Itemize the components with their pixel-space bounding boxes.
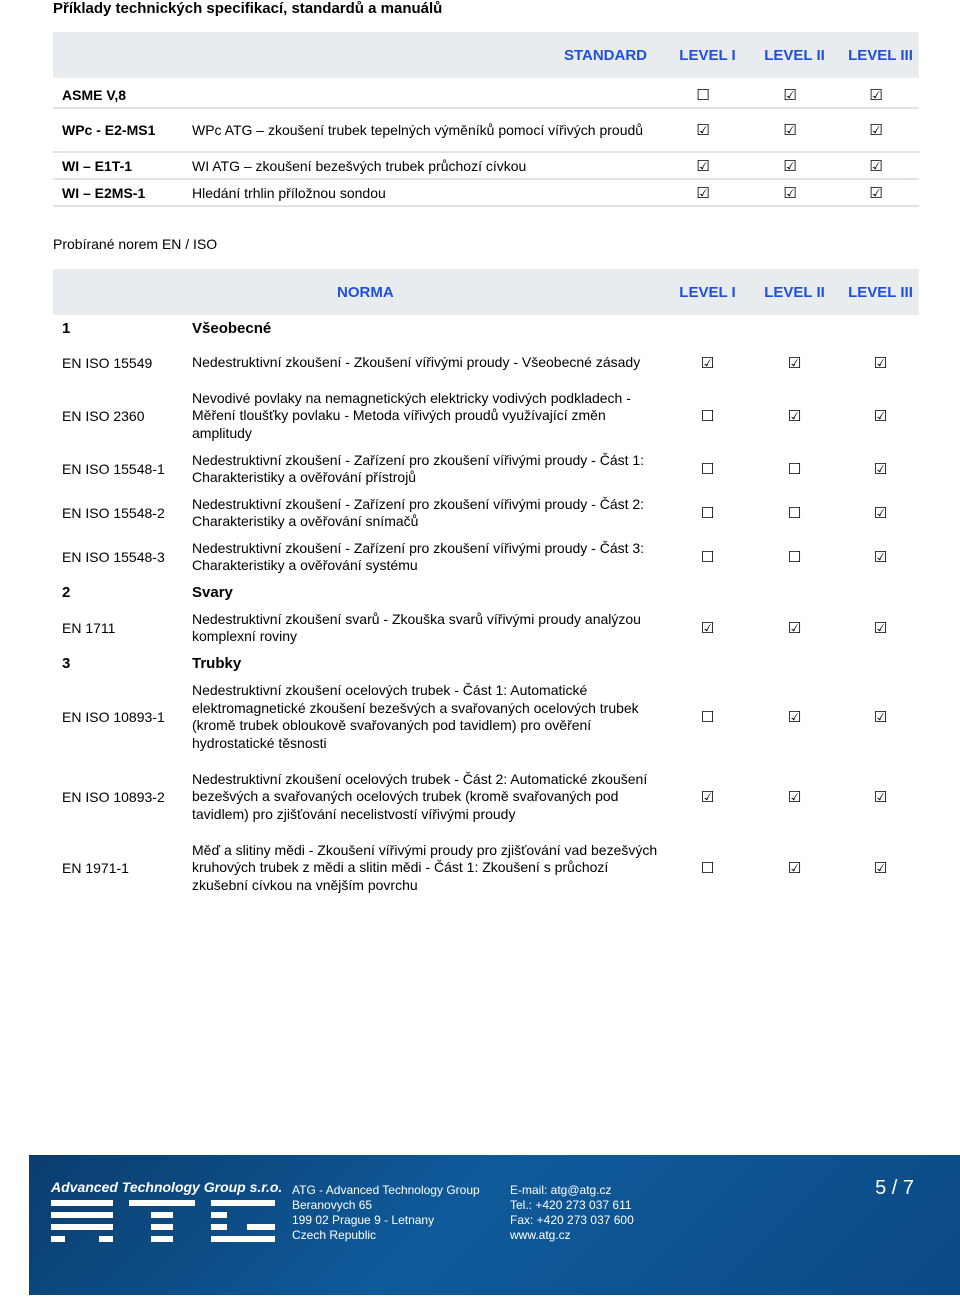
table-row [53, 82, 919, 108]
section-title: Svary [192, 584, 233, 601]
level-2-checkbox: ☑ [783, 183, 797, 202]
level-2-checkbox: ☑ [787, 354, 802, 372]
table-row [53, 152, 919, 179]
level-3-checkbox: ☑ [873, 548, 888, 566]
address-line: Czech Republic [292, 1228, 377, 1242]
level-1-checkbox: ☑ [700, 354, 715, 372]
address-line: 199 02 Prague 9 - Letnany [292, 1213, 435, 1227]
norm-desc: Nedestruktivní zkoušení svarů - Zkouška svarů vířivými proudy analýzou komplexní roviny [192, 610, 641, 644]
section-number: 3 [62, 655, 71, 672]
norm-desc: Nedestruktivní zkoušení - Zařízení pro zkoušení vířivými proudy - Část 2: Charakteristiky a ověřování snímačů [192, 495, 645, 529]
level-3-checkbox: ☑ [869, 183, 883, 202]
header-level-3: LEVEL III [833, 32, 919, 78]
level-1-checkbox: ☐ [700, 548, 715, 566]
level-1-checkbox: ☐ [700, 504, 715, 522]
standard-desc: WPc ATG – zkoušení trubek tepelných výměníků pomocí vířivých proudů [183, 108, 659, 152]
norm-code: EN 1971-1 [62, 860, 129, 876]
table-row [53, 447, 919, 491]
header-level-1: LEVEL I [659, 32, 747, 78]
standards-header-row [53, 32, 919, 78]
norm-code: EN ISO 10893-1 [62, 709, 165, 725]
contact-block [510, 1183, 634, 1243]
standard-desc: WI ATG – zkoušení bezešvých trubek průchozí cívkou [183, 152, 659, 179]
norm-code: EN ISO 15548-1 [62, 461, 165, 477]
level-3-checkbox: ☑ [873, 504, 888, 522]
level-3-checkbox: ☑ [873, 460, 888, 478]
level-3-checkbox: ☑ [873, 619, 888, 637]
page-number: 5 / 7 [875, 1177, 914, 1199]
footer-banner [29, 1155, 960, 1295]
table-row [53, 677, 919, 757]
table-row [53, 491, 919, 535]
level-3-checkbox: ☑ [873, 407, 888, 425]
standard-desc: Hledání trhlin příložnou sondou [183, 179, 659, 206]
norm-code: EN ISO 10893-2 [62, 789, 165, 805]
standard-desc [183, 82, 659, 108]
level-3-checkbox: ☑ [873, 354, 888, 372]
address-block [292, 1183, 480, 1243]
norm-desc: Nedestruktivní zkoušení - Zařízení pro zkoušení vířivými proudy - Část 1: Charakteristiky a ověřování přístrojů [192, 451, 645, 485]
section-title: Trubky [192, 655, 242, 672]
norms-table [53, 269, 919, 899]
header-level-3: LEVEL III [833, 269, 919, 315]
table-row [53, 108, 919, 152]
website-link[interactable]: www.atg.cz [510, 1228, 571, 1242]
atg-logo [51, 1200, 275, 1242]
section-label: Probírané norem EN / ISO [53, 236, 218, 252]
level-1-checkbox: ☑ [696, 121, 710, 139]
norm-desc: Nevodivé povlaky na nemagnetických elektricky vodivých podkladech - Měření tloušťky povlaku - Metoda vířivých proudů využívající změn amplitudy [192, 389, 631, 441]
norm-desc: Nedestruktivní zkoušení ocelových trubek - Část 2: Automatické zkoušení bezešvých a svařovaných ocelových trubek (kromě svařovaných pod tavidlem) pro zjišťování necelistvostí vířivými proudy [192, 770, 648, 822]
header-level-1: LEVEL I [659, 269, 747, 315]
level-1-checkbox: ☑ [696, 183, 710, 202]
standard-code: WPc - E2-MS1 [53, 108, 183, 152]
level-2-checkbox: ☑ [787, 708, 802, 726]
table-row [53, 385, 919, 447]
header-standard: STANDARD [183, 32, 659, 78]
level-1-checkbox: ☑ [700, 788, 715, 806]
level-2-checkbox: ☑ [787, 407, 802, 425]
standard-code: WI – E2MS-1 [53, 179, 183, 206]
address-line: Beranovych 65 [292, 1198, 373, 1212]
table-row [53, 179, 919, 206]
norm-code: EN ISO 2360 [62, 408, 145, 424]
section-title: Všeobecné [192, 319, 272, 337]
level-2-checkbox: ☐ [787, 504, 802, 522]
level-3-checkbox: ☑ [869, 85, 883, 104]
standard-code: ASME V,8 [53, 82, 183, 108]
section-number: 1 [62, 319, 71, 337]
norm-desc: Měď a slitiny mědi - Zkoušení vířivými proudy pro zjišťování vad bezešvých kruhových trubek z mědi a slitin mědi - Část 1: Zkoušení s průchozí zkušební cívkou na vnějším povrchu [192, 841, 658, 893]
page-title: Příklady technických specifikací, standardů a manuálů [53, 0, 443, 17]
table-row [53, 341, 919, 385]
norm-code: EN 1711 [62, 620, 116, 636]
level-1-checkbox: ☐ [696, 85, 710, 104]
address-line: ATG - Advanced Technology Group [292, 1183, 480, 1197]
section-row [53, 579, 919, 606]
level-1-checkbox: ☐ [700, 708, 715, 726]
header-level-2: LEVEL II [747, 269, 833, 315]
email-link[interactable]: E-mail: atg@atg.cz [510, 1183, 612, 1197]
table-row [53, 837, 919, 899]
level-2-checkbox: ☐ [787, 548, 802, 566]
section-row [53, 315, 919, 341]
fax-line: Fax: +420 273 037 600 [510, 1213, 634, 1227]
norm-code: EN ISO 15548-2 [62, 505, 165, 521]
level-3-checkbox: ☑ [869, 156, 883, 175]
level-3-checkbox: ☑ [873, 859, 888, 877]
level-2-checkbox: ☑ [787, 619, 802, 637]
level-2-checkbox: ☑ [787, 788, 802, 806]
level-2-checkbox: ☑ [783, 85, 797, 104]
table-row [53, 535, 919, 579]
level-3-checkbox: ☑ [873, 788, 888, 806]
norm-desc: Nedestruktivní zkoušení ocelových trubek - Část 1: Automatické elektromagnetické zkoušení bezešvých a svařovaných ocelových trubek (kromě trubek obloukově svařovaných pod tavidlem) pro ověření hydrostatické těsnosti [192, 682, 639, 751]
header-level-2: LEVEL II [747, 32, 833, 78]
norm-desc: Nedestruktivní zkoušení - Zkoušení vířivými proudy - Všeobecné zásady [192, 354, 641, 371]
level-2-checkbox: ☑ [787, 859, 802, 877]
norms-header-row [53, 269, 919, 315]
table-row [53, 606, 919, 650]
norm-code: EN ISO 15549 [62, 355, 153, 371]
level-3-checkbox: ☑ [869, 121, 883, 139]
norm-desc: Nedestruktivní zkoušení - Zařízení pro zkoušení vířivými proudy - Část 3: Charakteristiky a ověřování systému [192, 539, 645, 573]
level-1-checkbox: ☐ [700, 407, 715, 425]
level-1-checkbox: ☑ [696, 156, 710, 175]
standard-code: WI – E1T-1 [53, 152, 183, 179]
level-3-checkbox: ☑ [873, 708, 888, 726]
table-row [53, 757, 919, 837]
section-row [53, 650, 919, 677]
level-2-checkbox: ☑ [783, 121, 797, 139]
level-2-checkbox: ☐ [787, 460, 802, 478]
header-norma: NORMA [183, 269, 659, 315]
section-number: 2 [62, 584, 71, 601]
level-1-checkbox: ☐ [700, 460, 715, 478]
standards-table [53, 32, 919, 207]
phone-line: Tel.: +420 273 037 611 [510, 1198, 632, 1212]
level-1-checkbox: ☑ [700, 619, 715, 637]
level-2-checkbox: ☑ [783, 156, 797, 175]
norm-code: EN ISO 15548-3 [62, 549, 165, 565]
company-brand: Advanced Technology Group s.r.o. [51, 1179, 283, 1195]
level-1-checkbox: ☐ [700, 859, 715, 877]
